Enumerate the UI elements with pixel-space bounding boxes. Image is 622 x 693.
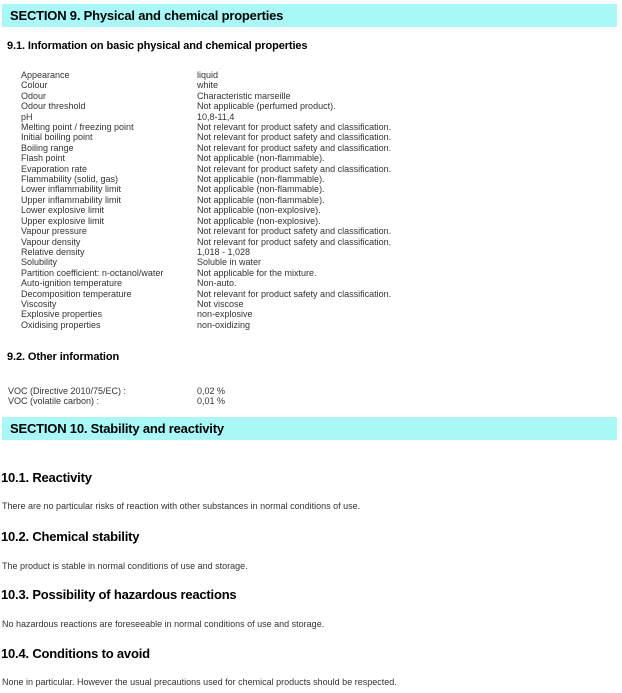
property-value: Not relevant for product safety and classification. bbox=[197, 122, 392, 133]
property-row bbox=[21, 309, 391, 319]
property-row bbox=[21, 320, 391, 330]
property-value: Not relevant for product safety and classification. bbox=[197, 288, 392, 299]
property-value: Non-auto. bbox=[197, 278, 237, 289]
property-value: Not relevant for product safety and classification. bbox=[197, 236, 392, 247]
property-label: Odour threshold bbox=[21, 101, 86, 112]
property-value: liquid bbox=[197, 70, 219, 80]
voc-label: VOC (Directive 2010/75/EC) : bbox=[8, 386, 127, 396]
property-value: Soluble in water bbox=[197, 257, 262, 268]
property-value: Not applicable (non-flammable). bbox=[197, 184, 325, 195]
property-label: Oxidising properties bbox=[21, 319, 101, 330]
property-row bbox=[21, 122, 391, 132]
property-row bbox=[21, 216, 391, 226]
subsection-10-2-text: The product is stable in normal conditions of use and storage. bbox=[2, 561, 248, 571]
subsection-10-1-text: There are no particular risks of reaction with other substances in normal conditions of use. bbox=[2, 501, 361, 511]
property-row bbox=[21, 164, 391, 174]
property-label: Decomposition temperature bbox=[21, 288, 132, 299]
property-label: Upper inflammability limit bbox=[21, 194, 122, 205]
property-label: Melting point / freezing point bbox=[21, 122, 134, 133]
property-label: Lower inflammability limit bbox=[21, 184, 122, 195]
subsection-10-4-text: None in particular. However the usual precautions used for chemical products should be respected. bbox=[2, 677, 397, 687]
subsection-10-3-heading: 10.3. Possibility of hazardous reactions bbox=[1, 587, 237, 602]
property-label: pH bbox=[21, 111, 33, 122]
property-row bbox=[21, 247, 391, 257]
property-label: Colour bbox=[21, 80, 48, 91]
property-row bbox=[21, 237, 391, 247]
property-value: non-explosive bbox=[197, 309, 253, 320]
property-label: Vapour density bbox=[21, 236, 81, 247]
property-row bbox=[21, 91, 391, 101]
property-label: Auto-ignition temperature bbox=[21, 278, 123, 289]
voc-row bbox=[8, 386, 225, 396]
property-label: Partition coefficient: n-octanol/water bbox=[21, 267, 164, 278]
property-row bbox=[21, 153, 391, 163]
property-row bbox=[21, 205, 391, 215]
property-row bbox=[21, 112, 391, 122]
property-value: Not viscose bbox=[197, 298, 244, 309]
section10-header-band bbox=[2, 417, 617, 440]
property-label: Flammability (solid, gas) bbox=[21, 174, 119, 185]
property-value: 1,018 - 1,028 bbox=[197, 246, 251, 257]
section9-header-band bbox=[2, 4, 617, 27]
property-label: Relative density bbox=[21, 246, 85, 257]
property-value: Not applicable (non-explosive). bbox=[197, 205, 321, 216]
property-label: Flash point bbox=[21, 153, 66, 164]
physical-properties-table bbox=[21, 70, 391, 330]
property-row bbox=[21, 80, 391, 90]
property-row bbox=[21, 289, 391, 299]
property-value: Not relevant for product safety and classification. bbox=[197, 226, 392, 237]
property-row bbox=[21, 257, 391, 267]
subsection-9-2-heading: 9.2. Other information bbox=[7, 351, 120, 363]
property-label: Lower explosive limit bbox=[21, 205, 105, 216]
subsection-10-4-heading: 10.4. Conditions to avoid bbox=[1, 646, 150, 661]
property-label: Appearance bbox=[21, 70, 70, 80]
property-row bbox=[21, 70, 391, 80]
voc-row bbox=[8, 396, 225, 406]
property-value: Not relevant for product safety and classification. bbox=[197, 163, 392, 174]
property-value: non-oxidizing bbox=[197, 319, 251, 330]
property-value: Not applicable (non-explosive). bbox=[197, 215, 321, 226]
property-row bbox=[21, 278, 391, 288]
subsection-9-1-heading: 9.1. Information on basic physical and chemical properties bbox=[7, 40, 308, 52]
property-label: Odour bbox=[21, 90, 47, 101]
property-label: Evaporation rate bbox=[21, 163, 88, 174]
property-label: Upper explosive limit bbox=[21, 215, 105, 226]
property-value: Characteristic marseille bbox=[197, 90, 291, 101]
property-row bbox=[21, 226, 391, 236]
voc-value: 0,01 % bbox=[197, 396, 226, 407]
property-row bbox=[21, 101, 391, 111]
property-value: 10,8-11,4 bbox=[197, 111, 235, 122]
property-row bbox=[21, 299, 391, 309]
property-label: Explosive properties bbox=[21, 309, 103, 320]
property-value: Not applicable (perfumed product). bbox=[197, 101, 336, 112]
property-value: Not relevant for product safety and classification. bbox=[197, 142, 392, 153]
subsection-10-3-text: No hazardous reactions are foreseeable in normal conditions of use and storage. bbox=[2, 619, 325, 629]
subsection-10-2-heading: 10.2. Chemical stability bbox=[1, 529, 140, 544]
property-row bbox=[21, 195, 391, 205]
section9-title: SECTION 9. Physical and chemical properties bbox=[10, 8, 284, 23]
property-row bbox=[21, 268, 391, 278]
voc-label: VOC (volatile carbon) : bbox=[8, 396, 100, 407]
property-label: Boiling range bbox=[21, 142, 74, 153]
voc-info-table bbox=[8, 386, 225, 407]
property-row bbox=[21, 174, 391, 184]
section10-title: SECTION 10. Stability and reactivity bbox=[10, 421, 224, 436]
property-label: Vapour pressure bbox=[21, 226, 87, 237]
property-row bbox=[21, 132, 391, 142]
property-label: Solubility bbox=[21, 257, 58, 268]
property-value: Not applicable (non-flammable). bbox=[197, 174, 325, 185]
property-value: Not relevant for product safety and classification. bbox=[197, 132, 392, 143]
property-value: Not applicable (non-flammable). bbox=[197, 153, 325, 164]
subsection-10-1-heading: 10.1. Reactivity bbox=[1, 470, 92, 485]
property-row bbox=[21, 143, 391, 153]
property-value: white bbox=[197, 80, 219, 91]
property-value: Not applicable for the mixture. bbox=[197, 267, 317, 278]
property-label: Viscosity bbox=[21, 298, 57, 309]
property-row bbox=[21, 184, 391, 194]
property-value: Not applicable (non-flammable). bbox=[197, 194, 325, 205]
voc-value: 0,02 % bbox=[197, 386, 226, 396]
property-label: Initial boiling point bbox=[21, 132, 93, 143]
